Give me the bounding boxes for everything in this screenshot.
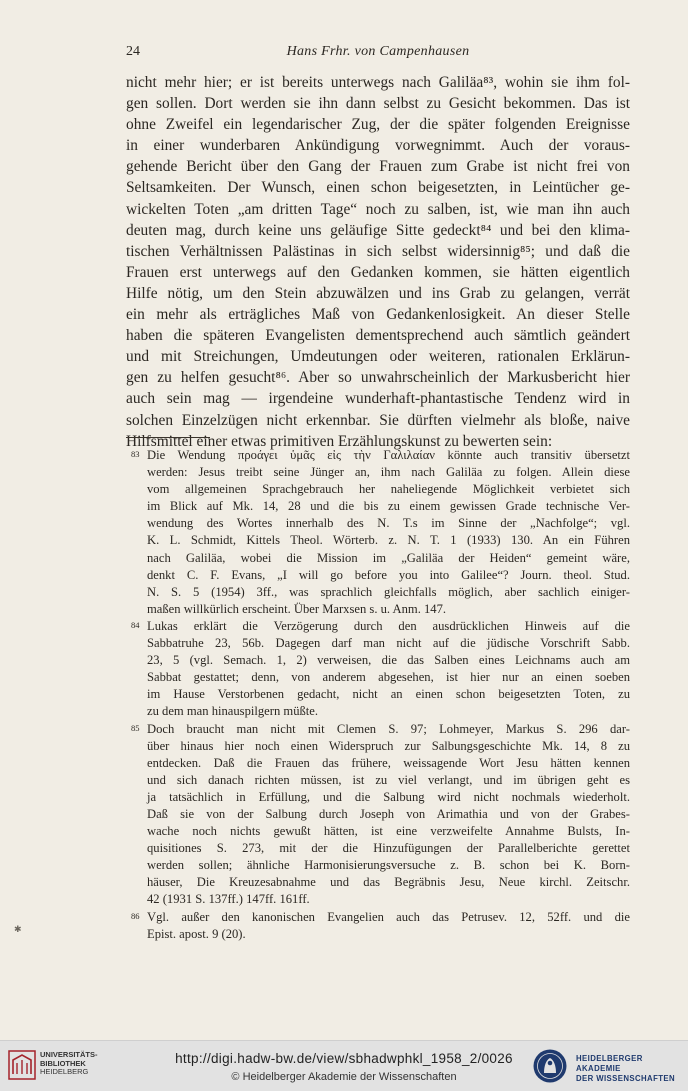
footnote-line: 23, 5 (vgl. Semach. 1, 2) verweisen, die das Salben eines Leichnams auch am bbox=[147, 653, 630, 668]
footnote-line: N. S. 5 (1954) 3ff., was sprachlich gleichfalls möglich, aber sachlich einiger- bbox=[147, 584, 630, 599]
footnote-line: Sabbat gestattet; denn, von anderem abgesehen, ist hier nur an einen soeben bbox=[147, 670, 630, 685]
footnote-line: Lukas erklärt die Verzögerung durch den ausdrücklichen Hinweis auf die bbox=[147, 618, 630, 633]
main-text bbox=[126, 72, 630, 452]
footnote-line: quisitiones S. 273, mit der die Hinzufügungen der Parallelberichte gerettet bbox=[147, 841, 630, 856]
footnote-number: 84 bbox=[131, 619, 140, 630]
footnote-line: K. L. Schmidt, Kittels Theol. Wörterb. z. N. T. 1 (1933) 130. An ein Führen bbox=[147, 533, 630, 548]
text-line: solchen Einzelzügen nicht erkennbar. Sie dürften vielmehr als bloße, naive bbox=[126, 411, 630, 429]
footnote-line: denkt C. F. Evans, „I will go before you into Galilee“? Journ. theol. Stud. bbox=[147, 567, 630, 582]
running-title: Hans Frhr. von Campenhausen bbox=[286, 44, 470, 59]
copyright-notice: © Heidelberger Akademie der Wissenschaften bbox=[231, 1071, 457, 1083]
footnote bbox=[126, 618, 630, 721]
footnote-rule bbox=[126, 437, 210, 438]
academy-seal-icon bbox=[532, 1048, 568, 1084]
footnote-line: Sabbatruhe 23, 56b. Dagegen darf man nicht auf die jüdische Vorschrift Sabb. bbox=[147, 636, 630, 651]
running-head bbox=[126, 44, 630, 64]
footnote-line: maßen willkürlich erscheint. Über Marxsen s. u. Anm. 147. bbox=[147, 601, 447, 616]
text-line: auch sein mag — irgendeine wunderhaft-phantastische Tendenz wird in bbox=[126, 390, 630, 408]
footnote-line: häuser, Die Kreuzesabnahme und das Begräbnis Jesu, Neue kirchl. Zeitschr. bbox=[147, 875, 630, 890]
text-line: und mit Streichungen, Umdeutungen oder weiteren, rationalen Erklärun- bbox=[126, 348, 630, 366]
text-line: deuten mag, durch keine uns geläufige Sitte gedeckt⁸⁴ und bei den klima- bbox=[126, 221, 630, 239]
footnote-line: Epist. apost. 9 (20). bbox=[147, 926, 246, 941]
text-line: haben die späteren Evangelisten dementsprechend auch sämtlich geändert bbox=[126, 327, 630, 345]
text-line: ohne Zweifel ein legendarischer Zug, der die später folgenden Ereignisse bbox=[126, 116, 630, 134]
footnote-line: im Blick auf Mk. 14, 28 und die bis zu einem gewissen Grade technische Ver- bbox=[147, 499, 630, 514]
text-line: wickelten Toten „am dritten Tage“ noch zu salben, ist, wie man ihn auch bbox=[126, 200, 630, 218]
footnote-number: 85 bbox=[131, 722, 140, 733]
academy-name bbox=[576, 1054, 688, 1084]
footnote-number: 86 bbox=[131, 910, 140, 921]
footnote-line: entdecken. Daß die Frauen das frühere, weissagende Wort Jesu hätten kennen bbox=[147, 755, 630, 770]
text-line: tischen Verhältnissen Palästinas in sich selbst widersinnig⁸⁵; und daß die bbox=[126, 242, 630, 260]
academy-name-line: HEIDELBERGER AKADEMIE bbox=[576, 1054, 643, 1073]
text-line: nicht mehr hier; er ist bereits unterwegs nach Galiläa⁸³, wohin sie ihm fol- bbox=[126, 74, 630, 91]
footnote-line: über hinaus hier noch einen Widerspruch zur Salbungsgeschichte Mk. 14, 8 zu bbox=[147, 738, 630, 753]
footnote-line: nach Galiläa, wobei die Mission im „Galiläa der Heiden“ gemeint wäre, bbox=[147, 550, 630, 565]
footnote-line: Vgl. außer den kanonischen Evangelien auch das Petrusev. 12, 52ff. und die bbox=[147, 909, 630, 924]
footnote-line: zu dem man hinauspilgern müßte. bbox=[147, 704, 319, 719]
ink-smudge: ✱ bbox=[14, 924, 22, 934]
text-line: Seltsamkeiten. Der Wunsch, einen schon beigesetzten, in Leintücher ge- bbox=[126, 179, 630, 197]
footnote-line: und sich danach richten müssen, ist zu viel verlangt, und im übrigen geht es bbox=[147, 772, 630, 787]
text-line: Hilfe nötig, um den Stein abzuwälzen und ins Grab zu gelangen, verrät bbox=[126, 284, 630, 302]
footnote-line: werden: Jesus treibt seine Jünger an, ihm nach Galiläa zu folgen. Allein diese bbox=[147, 465, 630, 480]
footnote-line: Die Wendung προάγει ὑμᾶς εἰς τὴν Γαλιλαίαν könnte auch transitiv übersetzt bbox=[147, 448, 630, 462]
text-line: Frauen erst unterwegs auf den Gedanken kommen, sie hätten eigentlich bbox=[126, 263, 630, 281]
footnote-line: im Hause Verstorbenen gedacht, nicht an einen schon beigesetzten Toten, zu bbox=[147, 687, 630, 702]
footnote bbox=[126, 447, 630, 618]
footnote-line: Doch braucht man nicht mit Clemen S. 97; Lohmeyer, Markus S. 296 dar- bbox=[147, 721, 630, 736]
library-name-line: BIBLIOTHEK bbox=[40, 1058, 86, 1068]
page-number: 24 bbox=[126, 44, 140, 59]
academy-name-line: DER WISSENSCHAFTEN bbox=[576, 1074, 676, 1083]
library-name-line: HEIDELBERG bbox=[40, 1067, 89, 1077]
footnote bbox=[126, 909, 630, 943]
text-line: in einer wunderbaren Ankündigung vorwegnimmt. Auch der voraus- bbox=[126, 137, 630, 155]
footnotes bbox=[126, 447, 630, 943]
permalink[interactable]: http://digi.hadw-bw.de/view/sbhadwphkl_1958_2/0026 bbox=[175, 1051, 513, 1066]
text-line: gen sollen. Dort werden sie ihn dann selbst zu Gesicht bekommen. Das ist bbox=[126, 95, 630, 113]
footnote-line: vom allgemeinen Sprachgebrauch her naheliegende Möglichkeit verbietet sich bbox=[147, 482, 630, 497]
footnote-line: Daß sie von der Salbung durch Joseph von Arimathia und von der Grabes- bbox=[147, 806, 630, 821]
footnote-number: 83 bbox=[131, 449, 140, 459]
footnote-line: werden sollen; ähnliche Harmonisierungsversuche z. B. schon bei K. Born- bbox=[147, 858, 630, 873]
footnote-line: 42 (1931 S. 137ff.) 147ff. 161ff. bbox=[147, 892, 310, 907]
footnote-line: ja tatsächlich in Erfüllung, und die Salbung wird nicht nochmals wiederholt. bbox=[147, 789, 630, 804]
viewer-footer bbox=[0, 1040, 688, 1091]
text-line: gehende Bericht über den Gang der Frauen zum Grabe ist nicht frei von bbox=[126, 158, 630, 176]
text-line: Hilfsmittel einer etwas primitiven Erzählungskunst zu bewerten sein: bbox=[126, 432, 553, 450]
footnote bbox=[126, 721, 630, 909]
footnote-line: wache noch nichts gewußt hätten, ist eine verzweifelte Annahme Bulsts, In- bbox=[147, 824, 630, 839]
library-name-line: UNIVERSITÄTS- bbox=[40, 1050, 98, 1059]
text-line: gen zu helfen gesucht⁸⁶. Aber so unwahrscheinlich der Markusbericht hier bbox=[126, 369, 630, 387]
footnote-line: wendung des Wortes innerhalb des N. T.s im Sinne der „Nachfolge“; vgl. bbox=[147, 516, 630, 531]
text-line: ein mehr als erträgliches Maß von Gedankenlosigkeit. An dieser Stelle bbox=[126, 306, 630, 324]
